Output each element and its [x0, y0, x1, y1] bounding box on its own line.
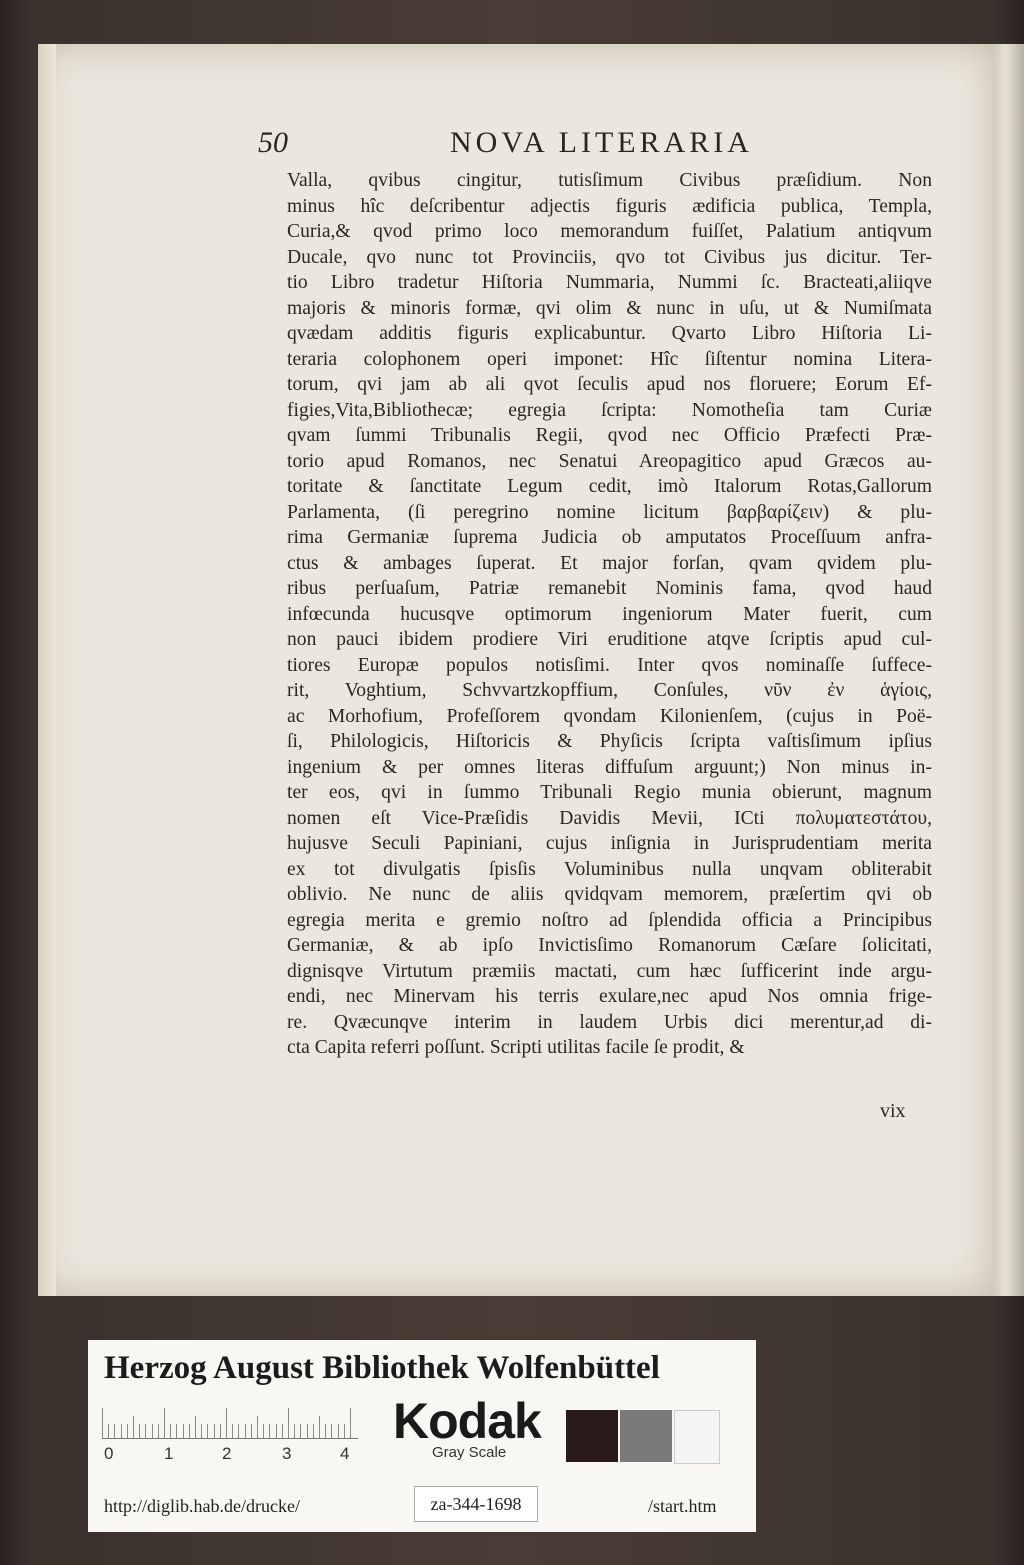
ruler-tick: [344, 1424, 345, 1438]
ruler-tick: [121, 1424, 122, 1438]
ruler-tick: [331, 1424, 332, 1438]
text-line: teraria colophonem operi imponet: Hîc ſiſtentur nomina Litera-: [287, 348, 932, 370]
ruler-tick: [152, 1424, 153, 1438]
text-line: ribus perſuaſum, Patriæ remanebit Nominis fama, qvod haud: [287, 578, 932, 599]
ruler-tick: [338, 1424, 339, 1438]
text-line: Ducale, qvo nunc tot Provinciis, qvo tot Civibus jus dicitur. Ter-: [287, 246, 932, 268]
ruler-number: 2: [222, 1444, 232, 1463]
ruler-tick: [164, 1408, 165, 1438]
ruler-tick: [232, 1424, 233, 1438]
ruler-tick: [276, 1424, 277, 1438]
ruler-tick: [201, 1424, 202, 1438]
gray-swatch-mid: [620, 1410, 672, 1462]
text-line: majoris & minoris formæ, qvi olim & nunc in uſu, ut & Numiſmata: [287, 297, 932, 319]
ruler-tick: [207, 1424, 208, 1438]
text-line: minus hîc deſcribentur adjectis figuris ædificia publica, Templa,: [287, 195, 932, 217]
text-line: torum, qvi jam ab ali qvot ſeculis apud nos floruere; Eorum Ef-: [287, 374, 932, 395]
text-line: ſi, Philologicis, Hiſtoricis & Phyſicis ſcripta vaſtisſimum ipſius: [287, 731, 932, 752]
ruler-tick: [102, 1408, 103, 1438]
text-line: hujusve Seculi Papiniani, cujus inſignia in Jurisprudentiam merita: [287, 833, 932, 854]
gray-swatch-dark: [566, 1410, 618, 1462]
page-header: [258, 126, 778, 166]
text-line: ingenium & per omnes literas diffuſum arguunt;) Non minus in-: [287, 756, 932, 778]
shelfmark: za-344-1698: [414, 1486, 538, 1522]
text-line: Curia,& qvod primo loco memorandum fuiſſet, Palatium antiqvum: [287, 221, 932, 242]
text-line: dignisqve Virtutum præmiis mactati, cum hæc ſufficerint inde argu-: [287, 960, 932, 982]
ruler-tick: [214, 1424, 215, 1438]
ruler-tick: [282, 1424, 283, 1438]
text-line: ter eos, qvi in ſummo Tribunali Regio munia obierunt, magnum: [287, 782, 932, 803]
library-name: Herzog August Bibliothek Wolfenbüttel: [104, 1350, 660, 1386]
text-line: ctus & ambages ſuperat. Et major forſan, qvam qvidem plu-: [287, 552, 932, 574]
ruler-number: 3: [282, 1444, 292, 1463]
text-line: endi, nec Minervam his terris exulare,nec apud Nos omnia frige-: [287, 986, 932, 1007]
ruler-tick: [238, 1424, 239, 1438]
ruler-number: 0: [104, 1444, 114, 1463]
ruler-tick: [145, 1424, 146, 1438]
ruler-tick: [108, 1424, 109, 1438]
ruler-tick: [294, 1424, 295, 1438]
text-line: qvædam additis figuris explicabuntur. Qvarto Libro Hiſtoria Li-: [287, 323, 932, 344]
ruler-tick: [176, 1424, 177, 1438]
text-line: oblivio. Ne nunc de aliis qvidqvam memorem, præſertim qvi ob: [287, 884, 932, 905]
ruler-tick: [170, 1424, 171, 1438]
text-line: cta Capita referri poſſunt. Scripti utilitas facile ſe prodit, &: [287, 1037, 745, 1058]
text-line: Parlamenta, (ſi peregrino nomine licitum βαρβαρίζειν) & plu-: [287, 501, 932, 523]
library-url: http://diglib.hab.de/drucke/: [104, 1496, 300, 1516]
ruler-number: 1: [164, 1444, 174, 1463]
ruler-tick: [158, 1424, 159, 1438]
ruler-tick: [300, 1424, 301, 1438]
text-line: nomen eſt Vice-Præſidis Davidis Mevii, ICti πολυματεστάτου,: [287, 807, 932, 829]
ruler-tick: [319, 1416, 320, 1438]
ruler-tick: [114, 1424, 115, 1438]
text-line: figies,Vita,Bibliothecæ; egregia ſcripta: Nomotheſia tam Curiæ: [287, 399, 932, 421]
page-number: 50: [258, 126, 288, 159]
catchword: vix: [880, 1100, 906, 1122]
text-line: torio apud Romanos, nec Senatui Areopagitico apud Græcos au-: [287, 450, 932, 472]
ruler-tick: [139, 1424, 140, 1438]
gray-swatch-light: [674, 1410, 720, 1464]
text-line: qvam ſummi Tribunalis Regii, qvod nec Officio Præfecti Præ-: [287, 425, 932, 446]
text-line: re. Qvæcunqve interim in laudem Urbis dici merentur,ad di-: [287, 1011, 932, 1033]
ruler-tick: [257, 1416, 258, 1438]
text-line: infœcunda hucusqve optimorum ingeniorum Mater fuerit, cum: [287, 603, 932, 625]
ruler-tick: [325, 1424, 326, 1438]
text-line: tio Libro tradetur Hiſtoria Nummaria, Nummi ſc. Bracteati,aliiqve: [287, 272, 932, 293]
ruler-tick: [350, 1408, 351, 1438]
start-link: /start.htm: [648, 1496, 717, 1516]
ruler-tick: [133, 1416, 134, 1438]
ruler-tick: [189, 1424, 190, 1438]
text-line: non pauci ibidem prodiere Viri eruditione atqve ſcriptis apud cul-: [287, 629, 932, 650]
ruler-tick: [226, 1408, 227, 1438]
ruler-number: 4: [340, 1444, 350, 1463]
text-line: ac Morhofium, Profeſſorem qvondam Kilonienſem, (cujus in Poë-: [287, 705, 932, 727]
ruler-tick: [127, 1424, 128, 1438]
ruler-tick: [269, 1424, 270, 1438]
text-line: Valla, qvibus cingitur, tutisſimum Civibus præſidium. Non: [287, 170, 932, 191]
text-line: ex tot divulgatis ſpisſis Voluminibus nulla unqvam obliterabit: [287, 858, 932, 880]
library-card: [88, 1340, 756, 1532]
running-head: NOVA LITERARIA: [450, 126, 753, 159]
ruler-tick: [245, 1424, 246, 1438]
body-text: [287, 168, 932, 1061]
ruler-tick: [251, 1424, 252, 1438]
page-edge: [993, 44, 1024, 1296]
scale-ruler: [102, 1404, 358, 1439]
grayscale-label: Gray Scale: [432, 1444, 507, 1461]
text-line: rit, Voghtium, Schvvartzkopffium, Conſules, νῦν ἐν ἁγίοις,: [287, 680, 932, 701]
ruler-tick: [307, 1424, 308, 1438]
text-line: tiores Europæ populos notisſimi. Inter qvos nominaſſe ſuffece-: [287, 654, 932, 676]
ruler-tick: [263, 1424, 264, 1438]
kodak-logo: Kodak: [393, 1393, 541, 1449]
text-line: toritate & ſanctitate Legum cedit, imò Italorum Rotas,Gallorum: [287, 476, 932, 497]
ruler-tick: [183, 1424, 184, 1438]
text-line: egregia merita e gremio noſtro ad ſplendida officia a Principibus: [287, 909, 932, 931]
text-line: Germaniæ, & ab ipſo Invictisſimo Romanorum Cæſare ſolicitati,: [287, 935, 932, 956]
ruler-tick: [288, 1408, 289, 1438]
ruler-tick: [313, 1424, 314, 1438]
text-line: rima Germaniæ ſuprema Judicia ob amputatos Proceſſuum anfra-: [287, 527, 932, 548]
ruler-tick: [220, 1424, 221, 1438]
ruler-tick: [195, 1416, 196, 1438]
